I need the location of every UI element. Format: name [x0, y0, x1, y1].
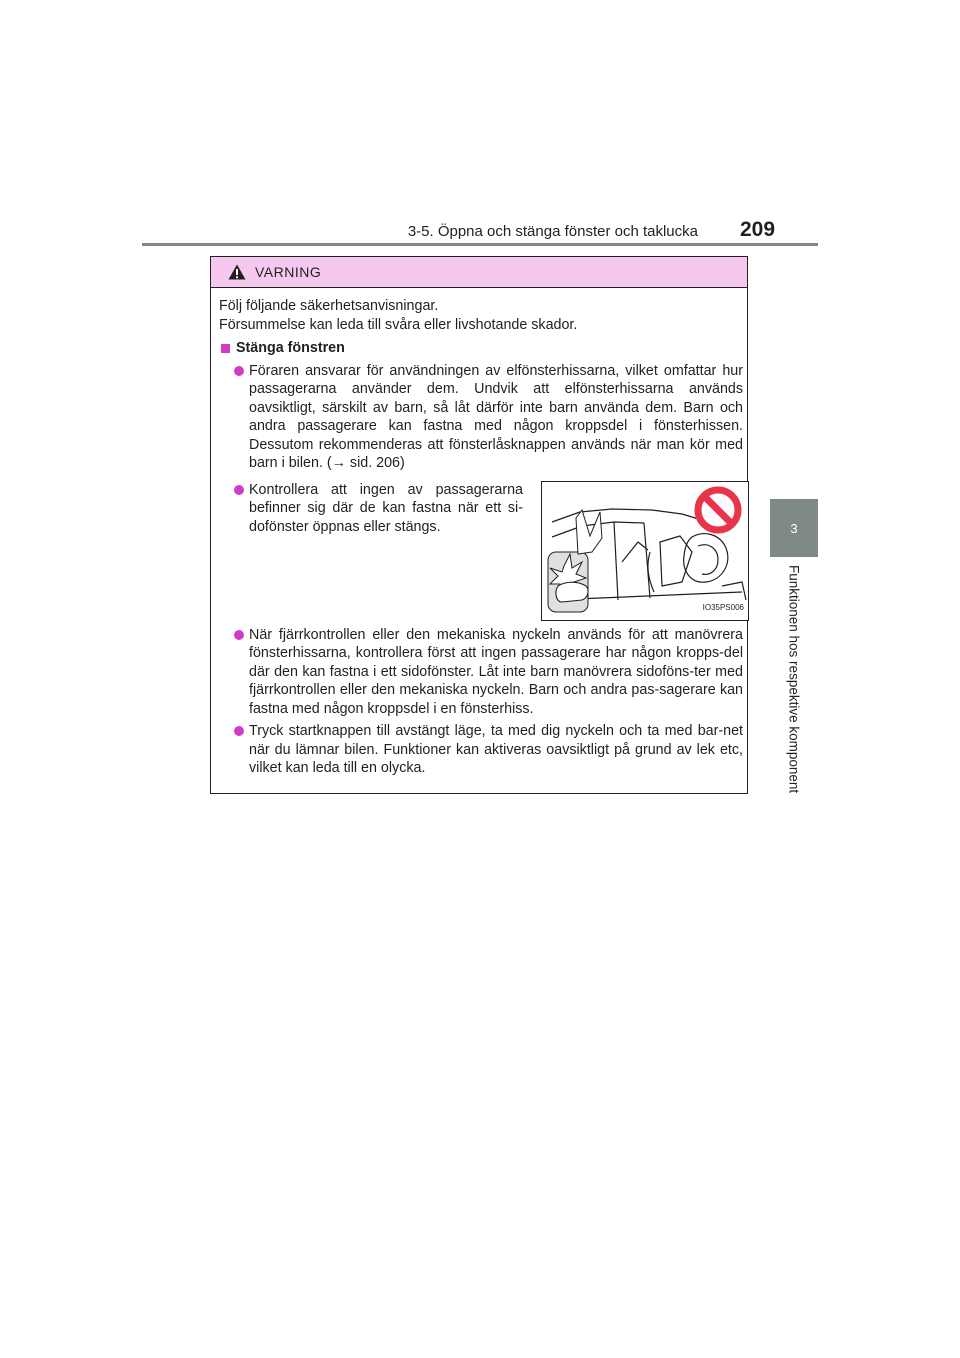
list-item [219, 722, 743, 778]
remaining-items [219, 626, 743, 778]
warning-box [210, 256, 748, 794]
intro-line: Försummelse kan leda till svåra eller livshotande skador. [219, 316, 578, 333]
warning-header [211, 257, 747, 288]
list-item-text: Kontrollera att ingen av passagerarna befinner sig där de kan fastna när ett si-dofönster öppnas eller stängs. [249, 481, 523, 535]
bullet-icon [234, 485, 244, 495]
warning-triangle-icon [228, 264, 246, 280]
image-code: IO35PS006 [702, 603, 744, 612]
bullet-icon [234, 726, 244, 736]
list-item-text: När fjärrkontrollen eller den mekaniska nyckeln används för att manövrera fönsterhissarna, kontrollera först att ingen passagerare har någon kropps-del där den kan fastna i ett sidofönster. Låt inte barn manövrera sidoföns-ter med fjärrkontrollen eller den mekaniska nyckeln. Barn och andra pas-sagerare kan fastna med någon kroppsdel i en fönsterhiss. [249, 626, 743, 717]
square-bullet-icon [221, 344, 230, 353]
bullet-icon [234, 630, 244, 640]
warning-body [211, 288, 747, 778]
intro-line: Följ följande säkerhetsanvisningar. [219, 298, 439, 314]
bullet-with-illustration [219, 481, 743, 621]
car-window-illustration [541, 481, 749, 621]
list-item-text: Föraren ansvarar för användningen av elfönsterhissarna, vilket omfattar hur passagerarna använder dem. Undvik att elfönsterhissarna används oavsiktligt, särskilt av barn, så låt därför inte barn använda dem. Barn och andra passagerare kan fastna med någon kroppsdel i fönsterhissen. Dessutom rekommenderas att fönsterlåsknappen används när man kör med barn i bilen. (→ sid. 206) [249, 362, 743, 471]
list-item [219, 362, 743, 473]
section-heading [219, 339, 743, 358]
chapter-tab [770, 499, 818, 557]
page-number: 209 [740, 218, 776, 241]
prohibition-icon [698, 490, 738, 530]
list-item [219, 626, 743, 719]
section-heading-text: Stänga fönstren [236, 340, 345, 356]
list-item-text: Tryck startknappen till avstängt läge, ta med dig nyckeln och ta med bar-net när du lämnar bilen. Funktioner kan aktiveras oavsiktligt på grund av lek etc, vilket kan leda till en olycka. [249, 723, 743, 776]
warning-label: VARNING [255, 264, 322, 280]
chapter-title: Funktionen hos respektive komponent [786, 565, 802, 794]
header-divider [142, 243, 818, 246]
chapter-number: 3 [790, 520, 798, 536]
section-title: 3-5. Öppna och stänga fönster och taklucka [407, 223, 698, 240]
bullet-icon [234, 366, 244, 376]
list-item [219, 481, 523, 621]
